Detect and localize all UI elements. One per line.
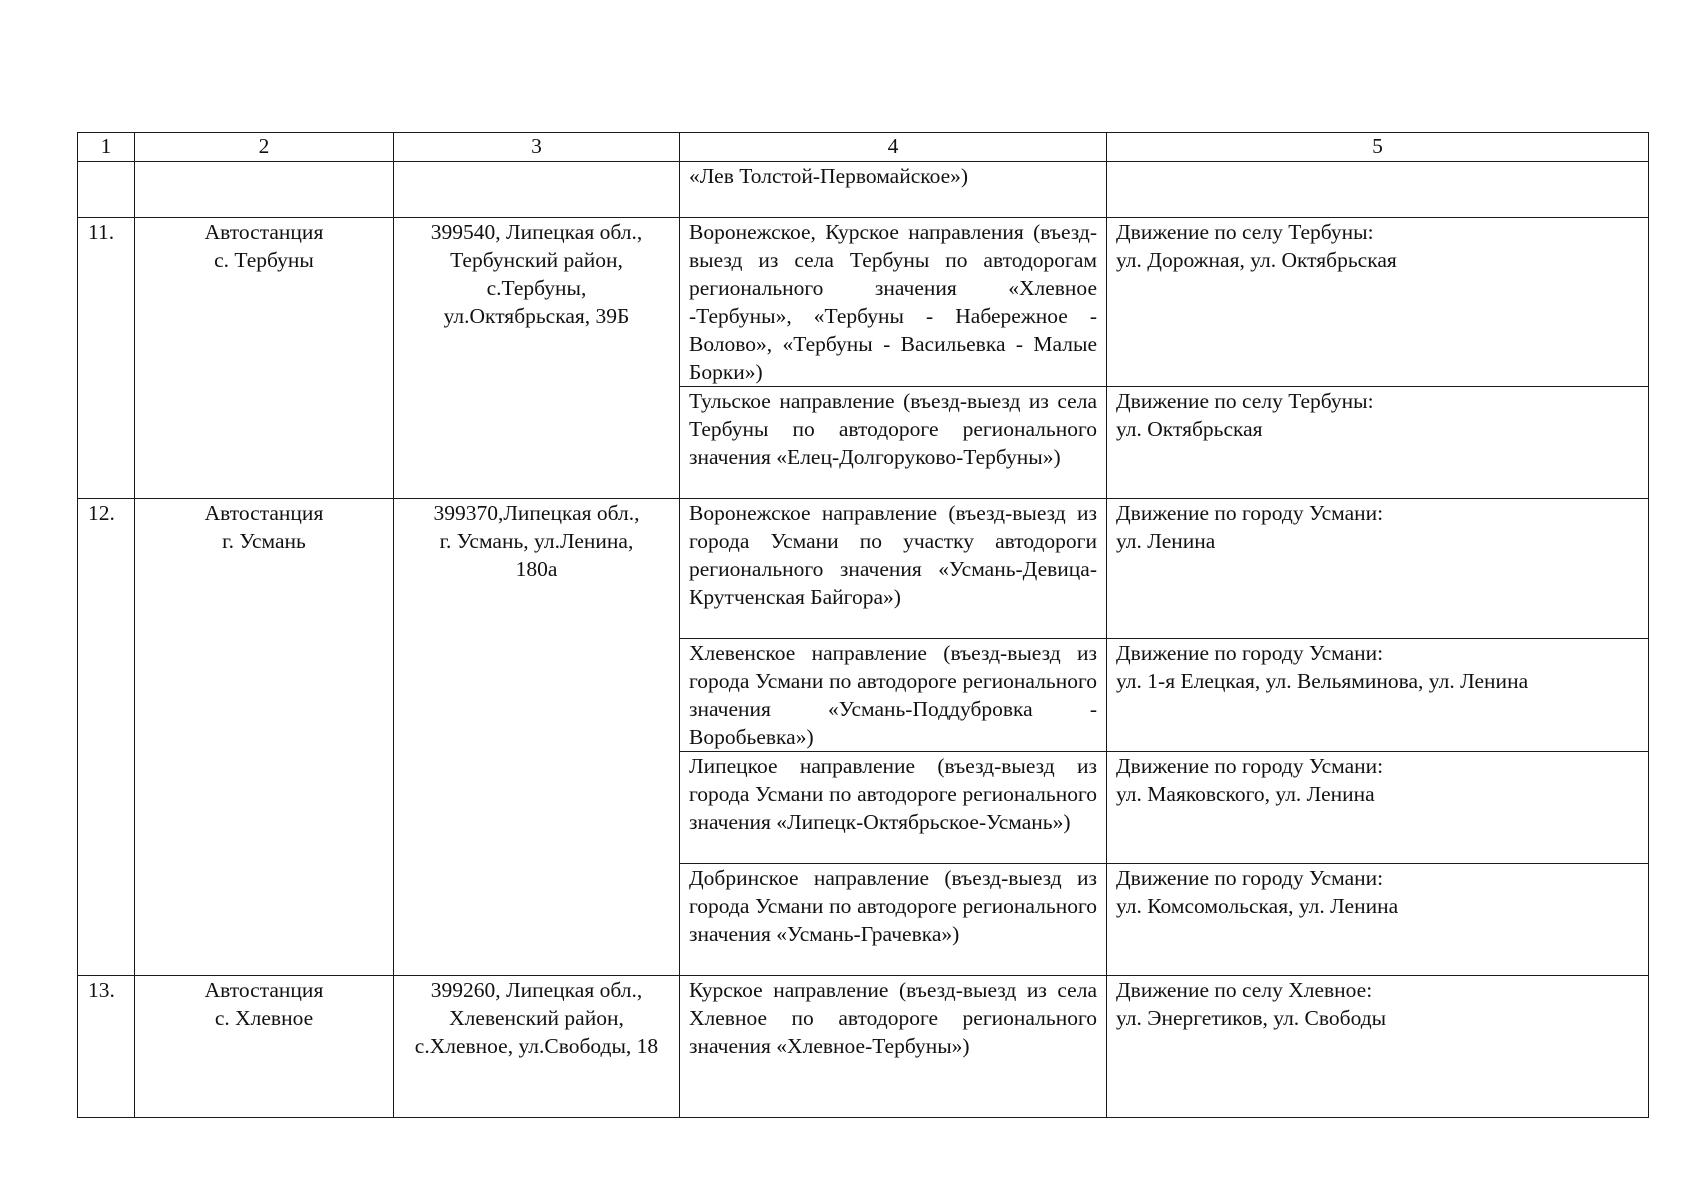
route-movement xyxy=(1107,976,1649,1118)
column-number-5: 5 xyxy=(1107,133,1649,162)
continuation-num-cell xyxy=(78,162,135,218)
continuation-address-cell xyxy=(394,162,680,218)
column-number-1: 1 xyxy=(78,133,135,162)
movement-line: Движение по селу Тербуны: xyxy=(1116,220,1374,244)
station-address xyxy=(394,976,680,1118)
station-name xyxy=(135,218,394,499)
station-address xyxy=(394,218,680,499)
address-line: 399370,Липецкая обл., xyxy=(433,501,640,525)
row-number: 11. xyxy=(78,218,135,499)
movement-line: Движение по городу Усмани: xyxy=(1116,866,1384,890)
station-line: г. Усмань xyxy=(222,529,306,553)
route-movement xyxy=(1107,218,1649,387)
movement-line: ул. Октябрьская xyxy=(1116,417,1263,441)
movement-line: ул. 1-я Елецкая, ул. Вельяминова, ул. Ленина xyxy=(1116,669,1529,693)
station-name xyxy=(135,499,394,976)
movement-line: ул. Энергетиков, ул. Свободы xyxy=(1116,1006,1387,1030)
route-direction: Воронежское направление (въезд-выезд из города Усмани по участку автодороги регионального значения «Усмань-Девица-Крутченская Байгора») xyxy=(680,499,1107,639)
row-number: 12. xyxy=(78,499,135,976)
address-line: Тербунский район, xyxy=(450,248,623,272)
station-address xyxy=(394,499,680,976)
column-number-4: 4 xyxy=(680,133,1107,162)
movement-line: Движение по селу Хлевное: xyxy=(1116,978,1373,1002)
route-direction: Тульское направление (въезд-выезд из села Тербуны по автодороге регионального значения «Елец-Долгоруково-Тербуны») xyxy=(680,387,1107,499)
route-direction: Воронежское, Курское направления (въезд-выезд из села Тербуны по автодорогам регионального значения «Хлевное -Тербуны», «Тербуны - Набережное - Волово», «Тербуны - Васильевка - Малые Борки») xyxy=(680,218,1107,387)
route-direction: Курское направление (въезд-выезд из села Хлевное по автодороге регионального значения «Хлевное-Тербуны») xyxy=(680,976,1107,1118)
routes-table xyxy=(77,132,1649,1118)
address-line: ул.Октябрьская, 39Б xyxy=(443,304,630,328)
address-line: с.Хлевное, ул.Свободы, 18 xyxy=(414,1034,659,1058)
route-movement xyxy=(1107,499,1649,639)
movement-line: Движение по селу Тербуны: xyxy=(1116,389,1374,413)
column-number-row xyxy=(78,133,1649,162)
address-line: 399540, Липецкая обл., xyxy=(430,220,643,244)
continuation-row xyxy=(78,162,1649,218)
address-line: Хлевенский район, xyxy=(449,1006,624,1030)
route-direction: Липецкое направление (въезд-выезд из города Усмани по автодороге регионального значения «Липецк-Октябрьское-Усмань») xyxy=(680,752,1107,864)
continuation-station-cell xyxy=(135,162,394,218)
table-row xyxy=(78,499,1649,639)
movement-line: ул. Ленина xyxy=(1116,529,1216,553)
movement-line: Движение по городу Усмани: xyxy=(1116,501,1384,525)
route-movement xyxy=(1107,752,1649,864)
column-number-2: 2 xyxy=(135,133,394,162)
route-movement xyxy=(1107,639,1649,752)
route-movement xyxy=(1107,387,1649,499)
continuation-movement-cell xyxy=(1107,162,1649,218)
column-number-3: 3 xyxy=(394,133,680,162)
route-direction: Хлевенское направление (въезд-выезд из города Усмани по автодороге регионального значения «Усмань-Поддубровка - Воробьевка») xyxy=(680,639,1107,752)
movement-line: ул. Маяковского, ул. Ленина xyxy=(1116,782,1375,806)
address-line: г. Усмань, ул.Ленина, xyxy=(439,529,634,553)
station-line: Автостанция xyxy=(204,220,324,244)
station-line: Автостанция xyxy=(204,978,324,1002)
movement-line: ул. Комсомольская, ул. Ленина xyxy=(1116,894,1399,918)
movement-line: Движение по городу Усмани: xyxy=(1116,641,1384,665)
address-line: с.Тербуны, xyxy=(486,276,587,300)
station-line: Автостанция xyxy=(204,501,324,525)
address-line: 180а xyxy=(515,557,558,581)
address-line: 399260, Липецкая обл., xyxy=(430,978,643,1002)
route-movement xyxy=(1107,864,1649,976)
table-row xyxy=(78,976,1649,1118)
station-name xyxy=(135,976,394,1118)
movement-line: ул. Дорожная, ул. Октябрьская xyxy=(1116,248,1397,272)
table-row xyxy=(78,218,1649,387)
route-direction: Добринское направление (въезд-выезд из города Усмани по автодороге регионального значения «Усмань-Грачевка») xyxy=(680,864,1107,976)
movement-line: Движение по городу Усмани: xyxy=(1116,754,1384,778)
station-line: с. Тербуны xyxy=(214,248,314,272)
station-line: с. Хлевное xyxy=(214,1006,314,1030)
row-number: 13. xyxy=(78,976,135,1118)
continuation-direction: «Лев Толстой-Первомайское») xyxy=(680,162,1107,218)
